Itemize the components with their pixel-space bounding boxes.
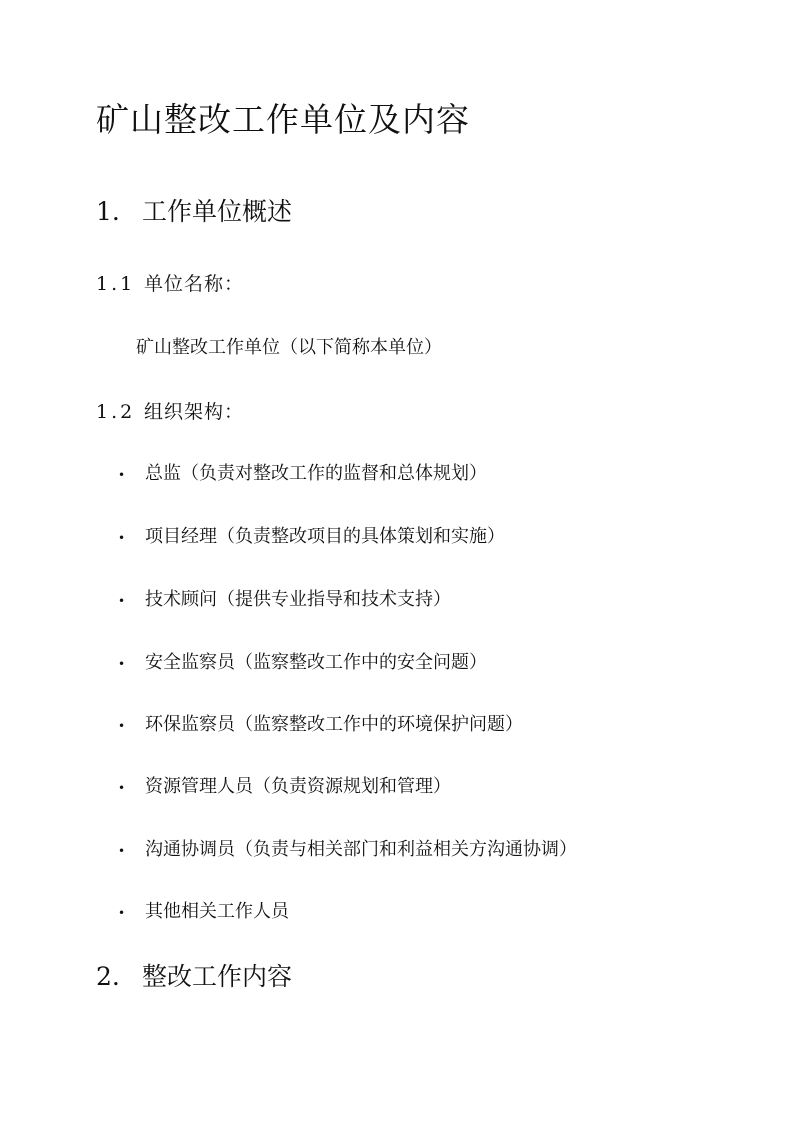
bullet-icon: •: [118, 719, 126, 733]
bullet-icon: •: [118, 657, 126, 671]
list-item: [118, 459, 487, 489]
list-item-text: 项目经理（负责整改项目的具体策划和实施）: [145, 526, 505, 547]
list-item-text: 技术顾问（提供专业指导和技术支持）: [145, 589, 451, 610]
section-heading-1: [96, 192, 292, 232]
list-item: [118, 522, 505, 552]
subsection-number-1-1: 1.1: [96, 273, 136, 295]
list-item-text: 安全监察员（监察整改工作中的安全问题）: [145, 652, 487, 673]
list-item-text: 其他相关工作人员: [145, 901, 289, 922]
section-number-2: 2.: [96, 962, 120, 991]
list-item: [118, 835, 577, 865]
bullet-icon: •: [118, 781, 126, 795]
document-title: 矿山整改工作单位及内容: [96, 100, 470, 139]
bullet-icon: •: [118, 468, 126, 482]
bullet-icon: •: [118, 844, 126, 858]
subsection-title-1-1: 单位名称：: [144, 273, 245, 295]
list-item-text: 沟通协调员（负责与相关部门和利益相关方沟通协调）: [145, 839, 577, 860]
list-item-text: 环保监察员（监察整改工作中的环境保护问题）: [145, 714, 523, 735]
section-title-2: 整改工作内容: [142, 962, 293, 991]
list-item-text: 总监（负责对整改工作的监督和总体规划）: [145, 463, 487, 484]
section-number-1: 1.: [96, 197, 120, 226]
bullet-icon: •: [118, 594, 126, 608]
subsection-title-1-2: 组织架构：: [144, 401, 245, 423]
list-item: [118, 772, 451, 802]
subsection-heading-1-2: [96, 396, 244, 428]
list-item: [118, 585, 451, 615]
subsection-number-1-2: 1.2: [96, 401, 136, 423]
section-title-1: 工作单位概述: [142, 197, 293, 226]
unit-name-text: 矿山整改工作单位（以下简称本单位）: [136, 337, 442, 358]
list-item-text: 资源管理人员（负责资源规划和管理）: [145, 776, 451, 797]
list-item: [118, 897, 289, 927]
bullet-icon: •: [118, 906, 126, 920]
list-item: [118, 648, 487, 678]
subsection-heading-1-1: [96, 268, 244, 300]
bullet-icon: •: [118, 531, 126, 545]
section-heading-2: [96, 957, 292, 997]
list-item: [118, 710, 523, 740]
